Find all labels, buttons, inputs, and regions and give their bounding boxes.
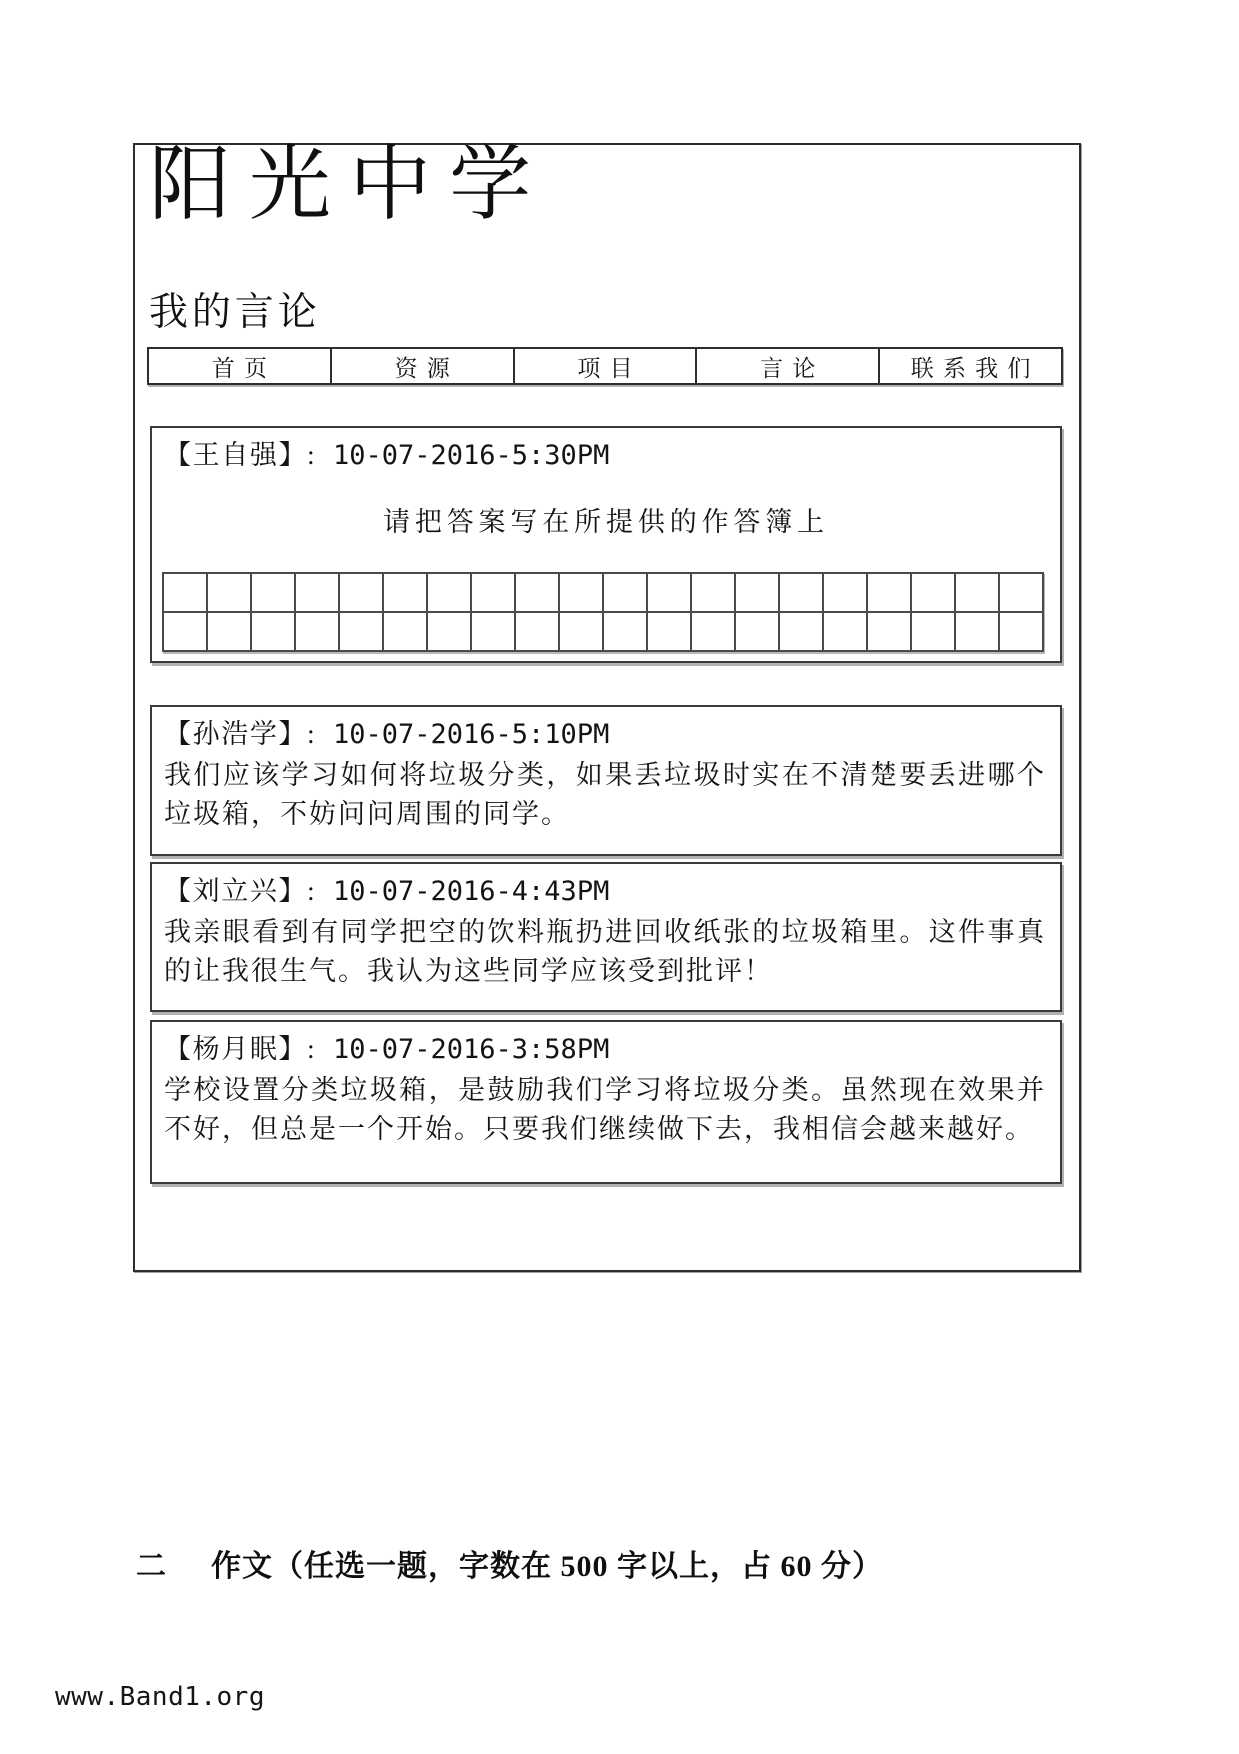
answer-grid-cell — [823, 612, 867, 651]
answer-grid-cell — [163, 573, 207, 612]
answer-grid — [162, 572, 1044, 652]
post-author: 【孙浩学】: — [164, 719, 317, 749]
answer-grid-cell — [735, 573, 779, 612]
nav-item-contact[interactable]: 联系我们 — [878, 349, 1061, 383]
answer-grid-cell — [383, 573, 427, 612]
answer-grid-cell — [383, 612, 427, 651]
website-frame — [133, 139, 1081, 1272]
post-timestamp: 10-07-2016-5:10PM — [332, 719, 610, 750]
post-header — [152, 1022, 1060, 1066]
answer-grid-cell — [603, 573, 647, 612]
answer-grid-cell — [735, 612, 779, 651]
post-body: 我们应该学习如何将垃圾分类，如果丢垃圾时实在不清楚要丢进哪个垃圾箱，不妨问问周围的同学。 — [164, 760, 1046, 829]
answer-grid-cell — [955, 612, 999, 651]
answer-grid-cell — [867, 573, 911, 612]
answer-grid-cell — [647, 573, 691, 612]
answer-grid-cell — [295, 612, 339, 651]
answer-grid-cell — [207, 573, 251, 612]
post-card — [150, 426, 1062, 663]
post-card — [150, 862, 1062, 1012]
essay-section-number: 二 — [136, 1550, 167, 1583]
post-author: 【王自强】: — [164, 440, 317, 470]
answer-grid-cell — [427, 612, 471, 651]
essay-section-text: 作文（任选一题，字数在 500 字以上，占 60 分） — [211, 1550, 883, 1583]
answer-grid-cell — [559, 612, 603, 651]
answer-grid-cell — [647, 612, 691, 651]
post-header — [152, 864, 1060, 908]
answer-grid-cell — [471, 573, 515, 612]
post-card — [150, 1020, 1062, 1184]
answer-grid-cell — [339, 612, 383, 651]
post-body: 我亲眼看到有同学把空的饮料瓶扔进回收纸张的垃圾箱里。这件事真的让我很生气。我认为这些同学应该受到批评！ — [164, 917, 1046, 986]
answer-grid-cell — [515, 612, 559, 651]
answer-grid-row — [163, 573, 1043, 612]
footer-url: www.Band1.org — [55, 1682, 265, 1712]
answer-grid-cell — [779, 573, 823, 612]
post-header — [152, 428, 1060, 472]
answer-grid-cell — [911, 612, 955, 651]
nav-bar — [147, 347, 1063, 385]
answer-grid-cell — [691, 573, 735, 612]
answer-grid-cell — [691, 612, 735, 651]
site-title: 阳光中学 — [149, 139, 550, 230]
answer-grid-cell — [911, 573, 955, 612]
answer-grid-cell — [251, 612, 295, 651]
nav-item-comments[interactable]: 言论 — [695, 349, 878, 383]
post-header — [152, 707, 1060, 751]
essay-section-heading — [136, 1541, 883, 1585]
section-title: 我的言论 — [149, 291, 321, 334]
post-author: 【杨月眠】: — [164, 1034, 317, 1064]
post-timestamp: 10-07-2016-5:30PM — [332, 440, 610, 471]
post-author: 【刘立兴】: — [164, 876, 317, 906]
answer-grid-cell — [295, 573, 339, 612]
answer-grid-cell — [339, 573, 383, 612]
answer-grid-cell — [427, 573, 471, 612]
answer-grid-cell — [251, 573, 295, 612]
answer-grid-cell — [823, 573, 867, 612]
post-body: 学校设置分类垃圾箱，是鼓励我们学习将垃圾分类。虽然现在效果并不好，但总是一个开始。只要我们继续做下去，我相信会越来越好。 — [164, 1075, 1046, 1144]
answer-book-notice: 请把答案写在所提供的作答簿上 — [382, 507, 830, 537]
answer-grid-cell — [999, 573, 1043, 612]
answer-grid-cell — [207, 612, 251, 651]
answer-grid-cell — [559, 573, 603, 612]
answer-grid-cell — [867, 612, 911, 651]
answer-grid-cell — [603, 612, 647, 651]
nav-item-home[interactable]: 首页 — [211, 355, 277, 381]
answer-grid-cell — [163, 612, 207, 651]
answer-grid-cell — [515, 573, 559, 612]
answer-grid-row — [163, 612, 1043, 651]
post-timestamp: 10-07-2016-4:43PM — [332, 876, 610, 907]
answer-grid-cell — [471, 612, 515, 651]
post-card — [150, 705, 1062, 856]
answer-grid-cell — [999, 612, 1043, 651]
nav-item-resources[interactable]: 资源 — [330, 349, 513, 383]
post-timestamp: 10-07-2016-3:58PM — [332, 1034, 610, 1065]
answer-grid-cell — [955, 573, 999, 612]
nav-item-projects[interactable]: 项目 — [513, 349, 696, 383]
answer-grid-cell — [779, 612, 823, 651]
